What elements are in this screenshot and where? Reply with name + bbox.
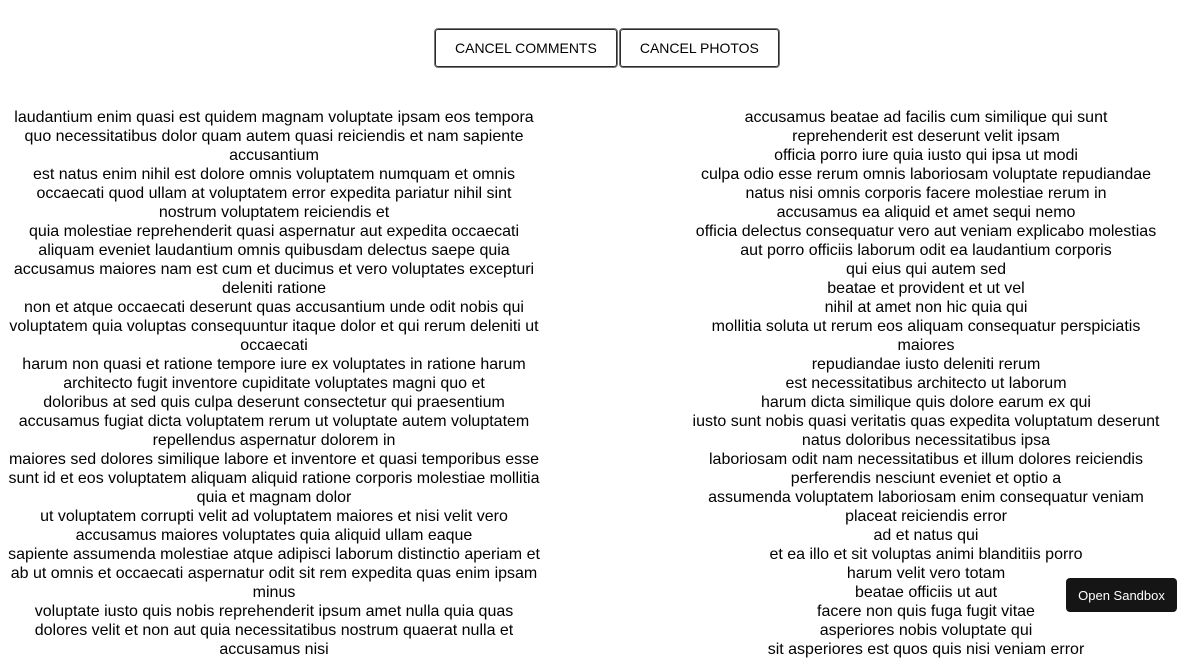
photo-item: facere non quis fuga fugit vitae: [817, 603, 1035, 620]
photo-item: natus doloribus necessitatibus ipsa: [801, 432, 1051, 449]
photo-item: beatae et provident et ut vel: [827, 280, 1025, 297]
photo-item: accusamus ea aliquid et amet sequi nemo: [776, 204, 1076, 221]
photo-item: est necessitatibus architecto ut laborum: [785, 375, 1067, 392]
photo-item: harum velit vero totam: [846, 565, 1006, 582]
photo-item: natus nisi omnis corporis facere molestiae rerum in: [745, 185, 1107, 202]
photo-item: assumenda voluptatem laboriosam enim consequatur veniam placeat reiciendis error: [708, 489, 1144, 525]
photo-item: ad et natus qui: [873, 527, 979, 544]
comment-item: quia molestiae reprehenderit quasi aspernatur aut expedita occaecati aliquam eveniet laudantium omnis quibusdam delectus saepe quia accusamus maiores nam est cum et ducimus et vero voluptates excepturi deleniti ratione: [13, 223, 535, 297]
comment-item: doloribus at sed quis culpa deserunt consectetur qui praesentium accusamus fugiat dicta voluptatem rerum ut voluptate autem voluptatem repellendus aspernatur dolorem in: [18, 394, 530, 449]
cancel-photos-button[interactable]: CANCEL PHOTOS: [619, 28, 780, 68]
comment-item: harum non quasi et ratione tempore iure ex voluptates in ratione harum architecto fugit inventore cupiditate voluptates magni quo et: [22, 356, 526, 392]
photo-item: accusamus beatae ad facilis cum similique qui sunt: [744, 109, 1108, 126]
photo-item: officia porro iure quia iusto qui ipsa ut modi: [774, 147, 1078, 164]
photo-item: beatae officiis ut aut: [854, 584, 998, 601]
comment-item: non et atque occaecati deserunt quas accusantium unde odit nobis qui voluptatem quia voluptas consequuntur itaque dolor et qui rerum deleniti ut occaecati: [9, 299, 539, 354]
photo-item: qui eius qui autem sed: [845, 261, 1007, 278]
cancel-comments-button[interactable]: CANCEL COMMENTS: [434, 28, 618, 68]
comments-list: [8, 108, 540, 659]
photo-item: aut porro officiis laborum odit ea laudantium corporis: [740, 242, 1112, 259]
photo-item: laboriosam odit nam necessitatibus et illum dolores reiciendis: [709, 451, 1143, 468]
photo-item: nihil at amet non hic quia qui: [824, 299, 1028, 316]
comment-item: ut voluptatem corrupti velit ad voluptatem maiores et nisi velit vero accusamus maiores voluptates quia aliquid ullam eaque: [40, 508, 508, 544]
comment-item: sapiente assumenda molestiae atque adipisci laborum distinctio aperiam et ab ut omnis et occaecati aspernatur odit sit rem expedita quas enim ipsam minus: [8, 546, 540, 601]
toolbar: [434, 28, 780, 68]
photo-item: harum dicta similique quis dolore earum ex qui: [761, 394, 1091, 411]
photo-item: reprehenderit est deserunt velit ipsam: [792, 128, 1060, 145]
photo-item: officia delectus consequatur vero aut veniam explicabo molestias: [695, 223, 1157, 240]
photo-item: culpa odio esse rerum omnis laboriosam voluptate repudiandae: [700, 166, 1152, 183]
photo-item: et ea illo et sit voluptas animi blanditiis porro: [769, 546, 1083, 563]
photo-item: perferendis nesciunt eveniet et optio a: [790, 470, 1062, 487]
photo-item: mollitia soluta ut rerum eos aliquam consequatur perspiciatis maiores: [711, 318, 1141, 354]
photo-item: iusto sunt nobis quasi veritatis quas expedita voluptatum deserunt: [692, 413, 1160, 430]
open-sandbox-button[interactable]: Open Sandbox: [1066, 578, 1177, 612]
comment-item: est natus enim nihil est dolore omnis voluptatem numquam et omnis occaecati quod ullam at voluptatem error expedita pariatur nihil sint nostrum voluptatem reiciendis et: [32, 166, 515, 221]
photo-item: sit asperiores est quos quis nisi veniam error: [767, 641, 1085, 658]
comment-item: laudantium enim quasi est quidem magnam voluptate ipsam eos tempora quo necessitatibus dolor quam autem quasi reiciendis et nam sapiente accusantium: [14, 109, 534, 164]
photos-list: [683, 108, 1169, 659]
photo-item: asperiores nobis voluptate qui: [819, 622, 1033, 639]
comment-item: voluptate iusto quis nobis reprehenderit ipsum amet nulla quia quas dolores velit et non aut quia necessitatibus nostrum quaerat nulla et accusamus nisi: [34, 603, 514, 658]
comment-item: maiores sed dolores similique labore et inventore et quasi temporibus esse sunt id et eos voluptatem aliquam aliquid ratione corporis molestiae mollitia quia et magnam dolor: [8, 451, 540, 506]
photo-item: repudiandae iusto deleniti rerum: [811, 356, 1041, 373]
